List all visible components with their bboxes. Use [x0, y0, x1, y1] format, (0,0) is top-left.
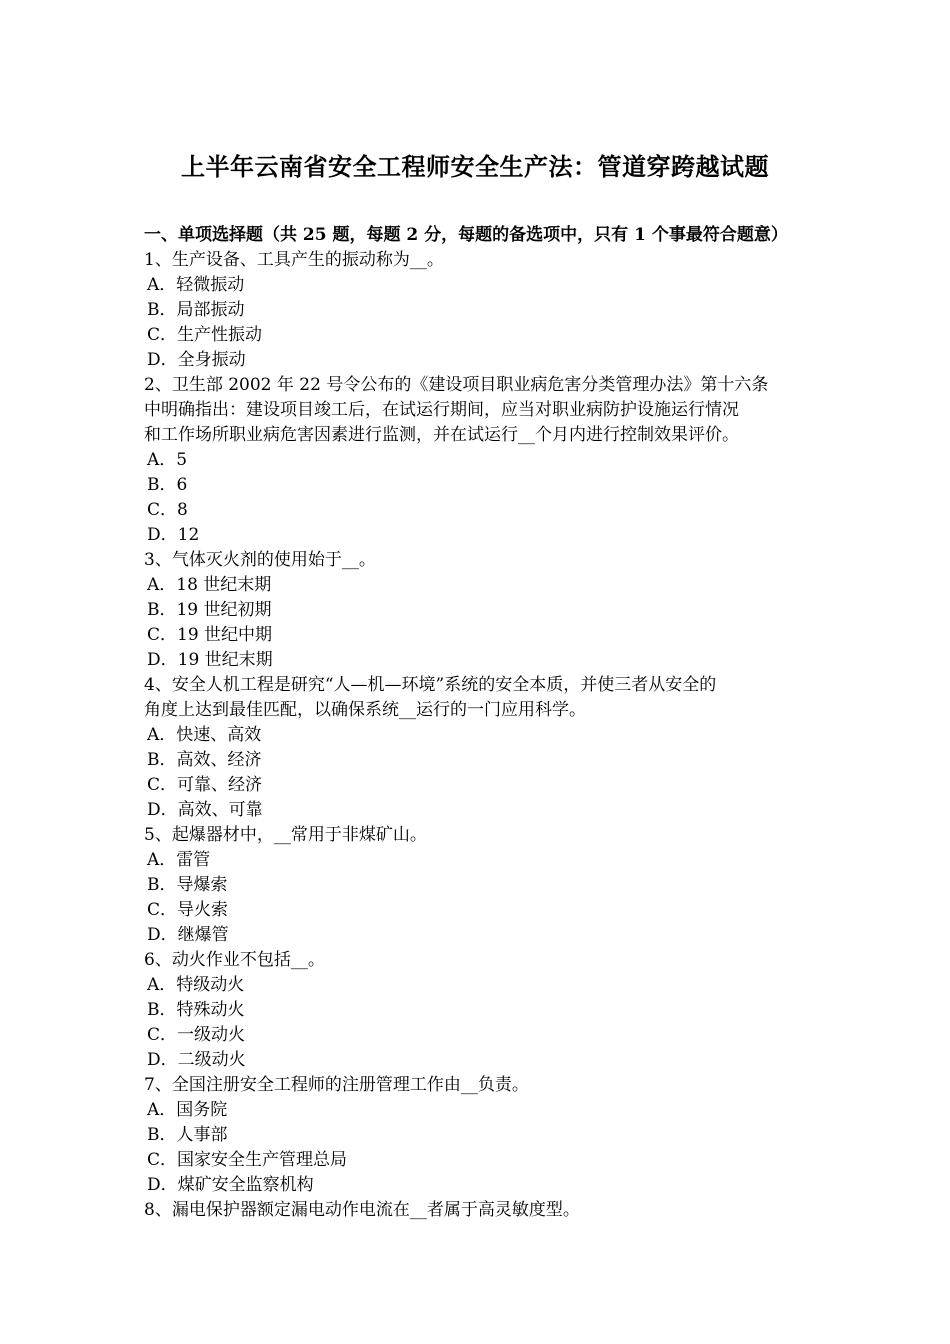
question-3: [144, 548, 814, 673]
question-stem-line: 2、卫生部 2002 年 22 号令公布的《建设项目职业病危害分类管理办法》第十六条: [144, 375, 769, 395]
question-stem-line: 7、全国注册安全工程师的注册管理工作由__负责。: [144, 1075, 529, 1095]
question-stem-line: 4、安全人机工程是研究“人—机—环境”系统的安全本质，并使三者从安全的: [144, 675, 717, 695]
answer-option: D．全身振动: [147, 350, 246, 370]
answer-option: A．18 世纪末期: [147, 575, 272, 595]
answer-option: C．一级动火: [147, 1025, 246, 1045]
question-stem: [144, 248, 814, 273]
answer-option: C．8: [147, 500, 188, 520]
question-stem-line: 5、起爆器材中，__常用于非煤矿山。: [144, 825, 427, 845]
question-stem-line: 和工作场所职业病危害因素进行监测，并在试运行__个月内进行控制效果评价。: [144, 425, 739, 445]
question-stem: [144, 373, 814, 448]
question-stem-line: 1、生产设备、工具产生的振动称为__。: [144, 250, 444, 270]
answer-option: B．特殊动火: [147, 1000, 245, 1020]
section-heading: 一、单项选择题（共 25 题，每题 2 分，每题的备选项中，只有 1 个事最符合题意）: [144, 225, 788, 245]
answer-option: B．局部振动: [147, 300, 245, 320]
question-stem-line: 角度上达到最佳匹配，以确保系统__运行的一门应用科学。: [144, 700, 586, 720]
question-5: [144, 823, 814, 948]
question-stem-line: 3、气体灭火剂的使用始于__。: [144, 550, 376, 570]
answer-option: D．高效、可靠: [147, 800, 263, 820]
answer-option: B．人事部: [147, 1125, 228, 1145]
question-6: [144, 948, 814, 1073]
answer-option: D．继爆管: [147, 925, 229, 945]
question-stem: [144, 823, 814, 848]
answer-option: D．煤矿安全监察机构: [147, 1175, 314, 1195]
question-list: [144, 248, 814, 1223]
document-title: 上半年云南省安全工程师安全生产法：管道穿跨越试题: [181, 152, 769, 181]
answer-option: A．轻微振动: [147, 275, 245, 295]
question-stem-line: 中明确指出：建设项目竣工后，在试运行期间，应当对职业病防护设施运行情况: [144, 400, 739, 420]
answer-option: A．国务院: [147, 1100, 228, 1120]
answer-option: C．生产性振动: [147, 325, 263, 345]
question-8: [144, 1198, 814, 1223]
answer-option: B．6: [147, 475, 188, 495]
answer-option: C．可靠、经济: [147, 775, 263, 795]
question-stem: [144, 1198, 814, 1223]
answer-option: B．导爆索: [147, 875, 228, 895]
answer-option: B．高效、经济: [147, 750, 262, 770]
answer-option: A．快速、高效: [147, 725, 262, 745]
answer-option: C．19 世纪中期: [147, 625, 273, 645]
question-stem-line: 8、漏电保护器额定漏电动作电流在__者属于高灵敏度型。: [144, 1200, 580, 1220]
answer-option: A．特级动火: [147, 975, 245, 995]
question-7: [144, 1073, 814, 1198]
answer-option: D．二级动火: [147, 1050, 246, 1070]
question-stem: [144, 1073, 814, 1098]
answer-option: D．12: [147, 525, 200, 545]
answer-option: A．5: [147, 450, 188, 470]
question-stem: [144, 948, 814, 973]
document-body: [144, 223, 814, 1223]
question-stem-line: 6、动火作业不包括__。: [144, 950, 325, 970]
question-stem: [144, 548, 814, 573]
answer-option: C．导火索: [147, 900, 229, 920]
answer-option: A．雷管: [147, 850, 211, 870]
question-stem: [144, 673, 814, 723]
question-1: [144, 248, 814, 373]
question-2: [144, 373, 814, 548]
answer-option: D．19 世纪末期: [147, 650, 273, 670]
answer-option: B．19 世纪初期: [147, 600, 272, 620]
answer-option: C．国家安全生产管理总局: [147, 1150, 348, 1170]
question-4: [144, 673, 814, 823]
